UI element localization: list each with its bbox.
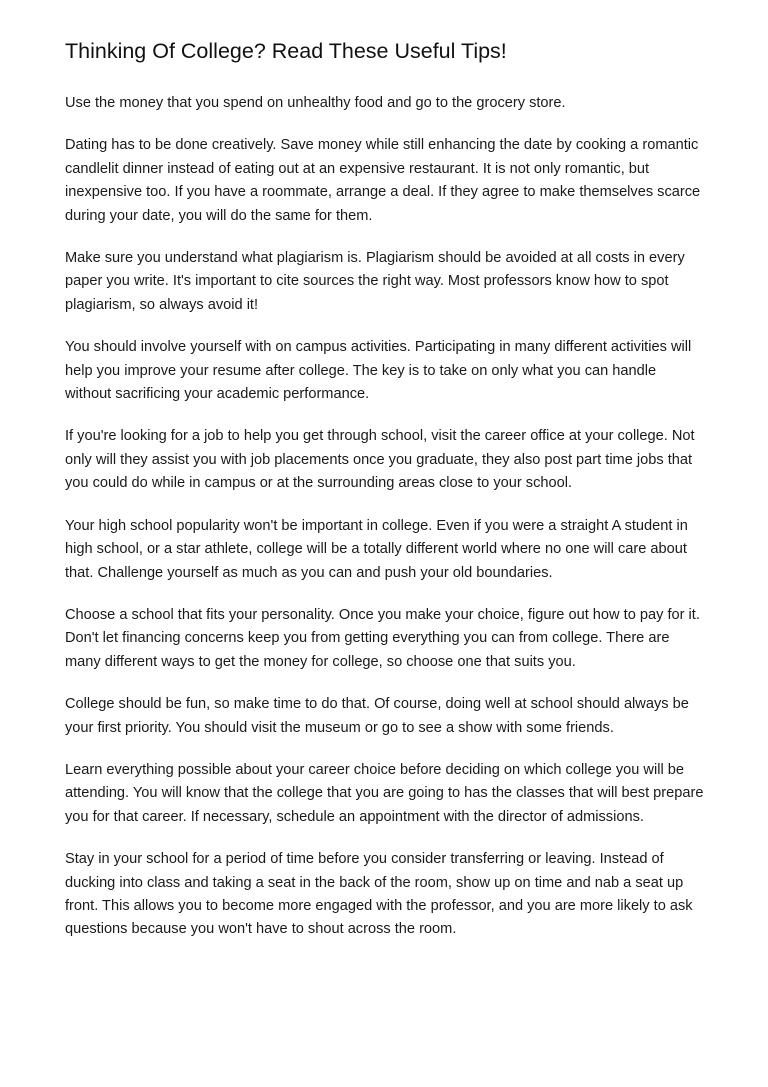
paragraph-1: Use the money that you spend on unhealthy food and go to the grocery store.	[65, 95, 566, 111]
paragraph-4: You should involve yourself with on campus activities. Participating in many different activities will help you improve your resume after college. The key is to take on only what you can handle without sacrificing your academic performance.	[65, 339, 692, 403]
paragraph-7: Choose a school that fits your personality. Once you make your choice, figure out how to pay for it. Don't let financing concerns keep you from getting everything you can from college. There are many different ways to get the money for college, so choose one that suits you.	[65, 606, 700, 670]
document-title: Thinking Of College? Read These Useful Tips!	[65, 39, 507, 63]
paragraph-9: Learn everything possible about your career choice before deciding on which college you will be attending. You will know that the college that you are going to has the classes that will best prepare you for that career. If necessary, schedule an appointment with the director of admissions.	[65, 761, 704, 825]
paragraph-6: Your high school popularity won't be important in college. Even if you were a straight A student in high school, or a star athlete, college will be a totally different world where no one will care about that. Challenge yourself as much as you can and push your old boundaries.	[65, 517, 688, 581]
paragraph-8: College should be fun, so make time to do that. Of course, doing well at school should always be your first priority. You should visit the museum or go to see a show with some friends.	[65, 696, 689, 736]
paragraph-5: If you're looking for a job to help you get through school, visit the career office at your college. Not only will they assist you with job placements once you graduate, they also post part time jobs that you could do while in campus or at the surrounding areas close to your school.	[65, 428, 695, 492]
paragraph-10: Stay in your school for a period of time before you consider transferring or leaving. Instead of ducking into class and taking a seat in the back of the room, show up on time and nab a seat up front. This allows you to become more engaged with the professor, and you are more likely to ask questions because you won't have to shout across the room.	[65, 851, 693, 938]
paragraph-2: Dating has to be done creatively. Save money while still enhancing the date by cooking a romantic candlelit dinner instead of eating out at an expensive restaurant. It is not only romantic, but inexpensive too. If you have a roommate, arrange a deal. If they agree to make themselves scarce during your date, you will do the same for them.	[65, 137, 701, 224]
paragraph-3: Make sure you understand what plagiarism is. Plagiarism should be avoided at all costs in every paper you write. It's important to cite sources the right way. Most professors know how to spot plagiarism, so always avoid it!	[65, 250, 685, 313]
